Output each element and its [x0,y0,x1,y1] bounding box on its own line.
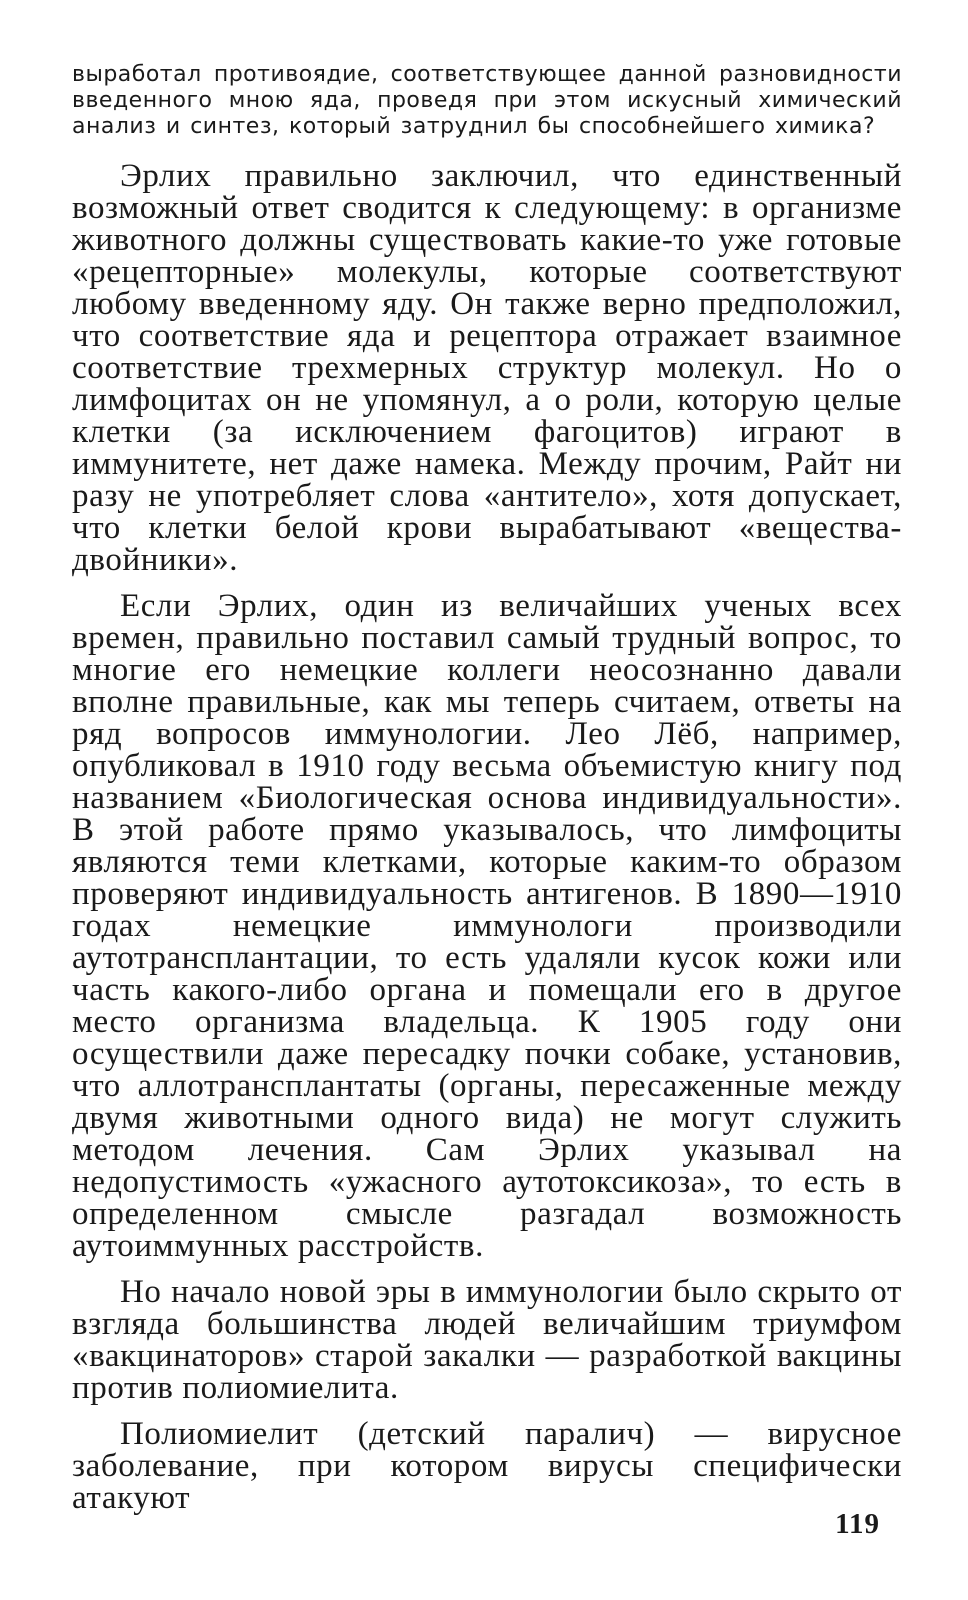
page-body [72,62,902,1562]
page-number: 119 [835,1508,880,1540]
paragraph-polio: Полиомиелит (детский паралич) — вирусное заболевание, при котором вирусы специфически атакуют [72,1416,902,1516]
paragraph-new-era: Но начало новой эры в иммунологии было скрыто от взгляда большинства людей величайшим триумфом «вакцинаторов» старой закалки — разработкой вакцины против полиомиелита. [72,1274,902,1406]
quote-block: выработал противоядие, соответствующее данной разновидности введенного мною яда, проведя при этом искусный химический анализ и синтез, который затруднил бы способнейшего химика? [72,62,902,139]
paragraph-german-colleagues: Если Эрлих, один из величайших ученых всех времен, правильно поставил самый трудный вопрос, то многие его немецкие коллеги неосознанно давали вполне правильные, как мы теперь считаем, ответы на ряд вопросов иммунологии. Лео Лёб, например, опубликовал в 1910 году весьма объемистую книгу под названием «Биологическая основа индивидуальности». В этой работе прямо указывалось, что лимфоциты являются теми клетками, которые каким-то образом проверяют индивидуальность антигенов. В 1890—1910 годах немецкие иммунологи производили аутотрансплантации, то есть удаляли кусок кожи или часть какого-либо органа и помещали его в другое место организма владельца. К 1905 году они осуществили даже пересадку почки собаке, установив, что аллотрансплантаты (органы, пересаженные между двумя животными одного вида) не могут служить методом лечения. Сам Эрлих указывал на недопустимость «ужасного аутотоксикоза», то есть в определенном смысле разгадал возможность аутоиммунных расстройств. [72,588,902,1264]
paragraph-ehrlich-receptors: Эрлих правильно заключил, что единственный возможный ответ сводится к следующему: в организме животного должны существовать какие-то уже готовые «рецепторные» молекулы, которые соответствуют любому введенному яду. Он также верно предположил, что соответствие яда и рецептора отражает взаимное соответствие трехмерных структур молекул. Но о лимфоцитах он не упомянул, а о роли, которую целые клетки (за исключением фагоцитов) играют в иммунитете, нет даже намека. Между прочим, Райт ни разу не употребляет слова «антитело», хотя допускает, что клетки белой крови вырабатывают «вещества-двойники». [72,158,902,578]
